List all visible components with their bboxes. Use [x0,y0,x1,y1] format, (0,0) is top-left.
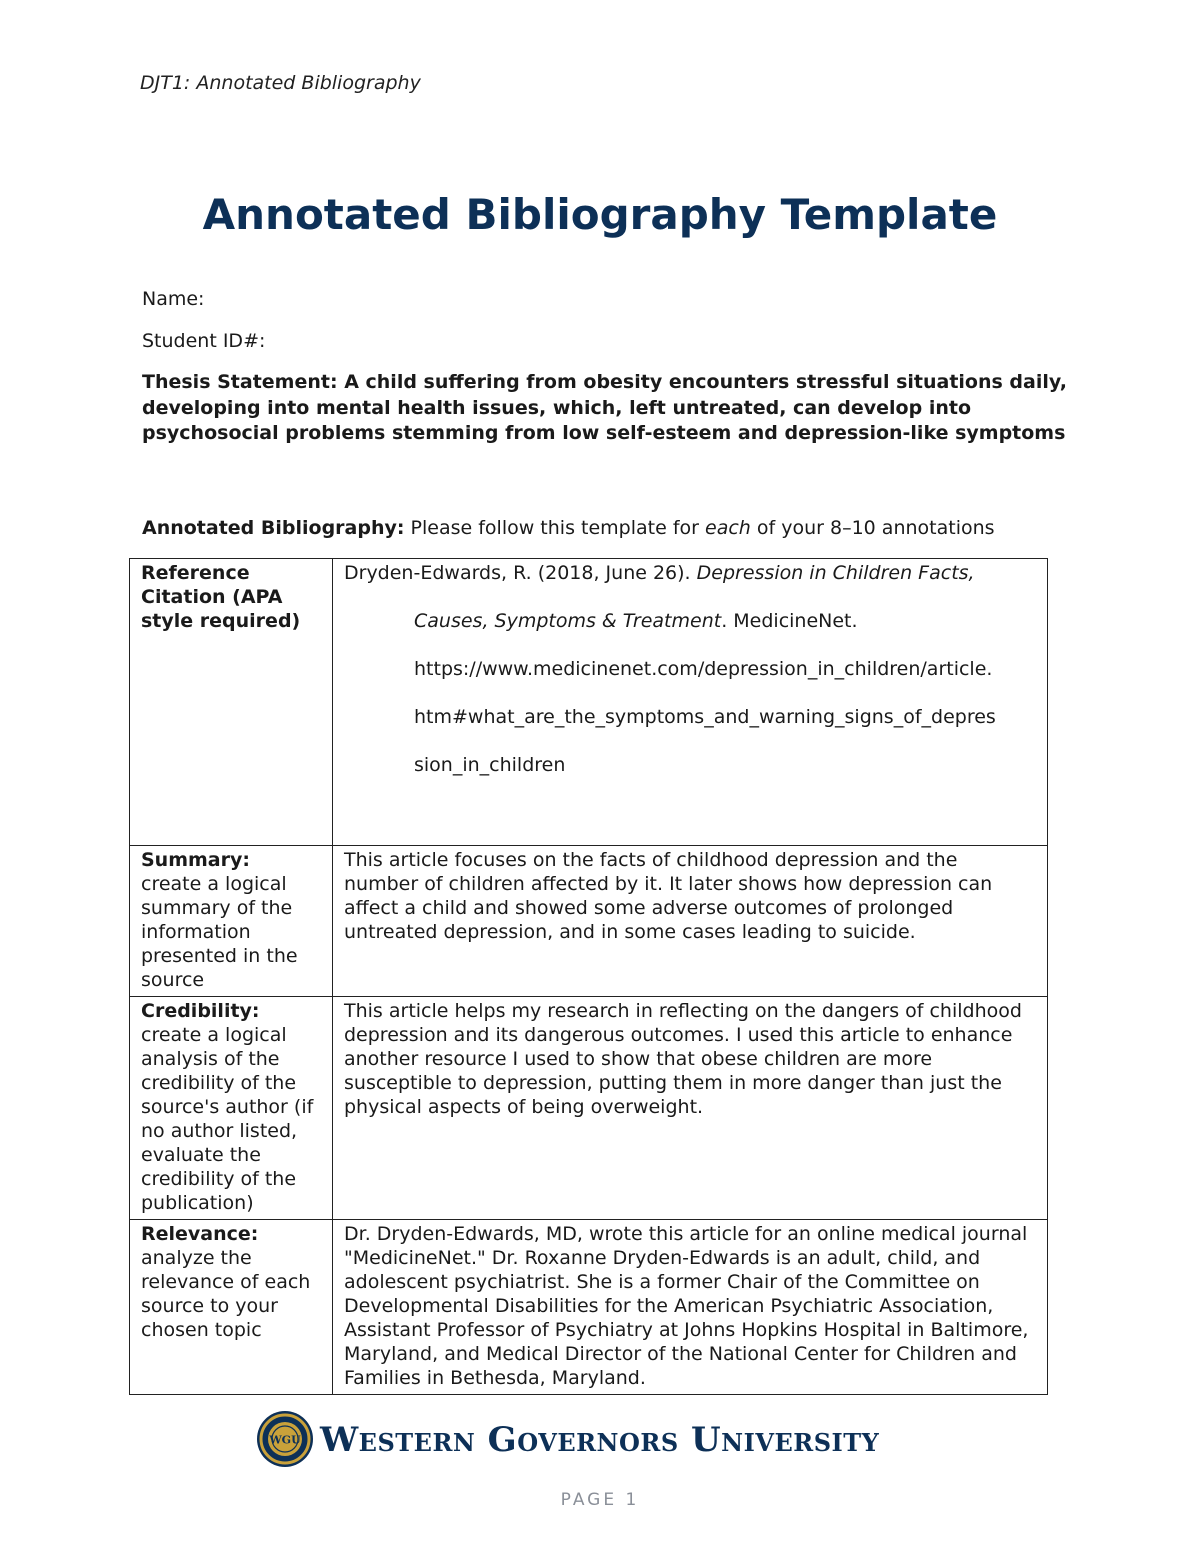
wgu-logo [256,1410,906,1470]
citation-url-line-1[interactable]: https://www.medicinenet.com/depression_in_children/article. [414,658,993,680]
student-id-field-label: Student ID#: [142,330,266,352]
annotation-table [129,558,1048,1395]
table-row-summary [130,846,1048,997]
instructions-text-after: of your 8–10 annotations [756,517,995,539]
summary-label: Summary: [141,849,250,871]
bibliography-instructions [142,517,995,539]
instructions-text-before: Please follow this template for [410,517,699,539]
credibility-label: Credibility: [141,1000,260,1022]
table-row-relevance [130,1220,1048,1395]
credibility-description: create a logical analysis of the credibility of the source's author (if no author listed, evaluate the credibility of the publication) [141,1024,314,1214]
running-header: DJT1: Annotated Bibliography [140,72,421,94]
university-seal-icon [256,1410,314,1468]
table-row-credibility [130,997,1048,1220]
summary-description: create a logical summary of the information presented in the source [141,873,298,991]
page-number: PAGE 1 [560,1490,640,1510]
citation-author-date: Dryden-Edwards, R. (2018, June 26). [344,562,691,584]
thesis-statement [142,370,1072,447]
instructions-label: Annotated Bibliography: [142,517,405,539]
citation-publisher: . MedicineNet. [721,610,858,632]
citation-line-2 [344,609,1037,633]
reference-label: Reference Citation (APA style required) [141,562,301,632]
citation-url-line-3[interactable]: sion_in_children [414,754,566,776]
credibility-text-cell [333,997,1048,1220]
reference-label-cell [130,559,333,846]
citation-title-part-1: Depression in Children Facts, [696,562,975,584]
name-field-label: Name: [142,288,205,310]
credibility-label-cell [130,997,333,1220]
summary-text-cell [333,846,1048,997]
document-title: Annotated Bibliography Template [202,190,998,239]
university-wordmark: Western Governors University [320,1420,880,1460]
thesis-text: A child suffering from obesity encounters stressful situations daily, developing into mental health issues, which, left untreated, can develop into psychosocial problems stemming from low self-esteem and depression-like symptoms [142,371,1067,444]
relevance-label: Relevance: [141,1223,259,1245]
summary-label-cell [130,846,333,997]
relevance-text-cell [333,1220,1048,1395]
summary-text: This article focuses on the facts of childhood depression and the number of children affected by it. It later shows how depression can affect a child and showed some adverse outcomes of prolonged untreated depression, and in some cases leading to suicide. [344,849,993,943]
seal-text: WGU [269,1433,301,1447]
table-row-reference [130,559,1048,846]
instructions-emphasis: each [705,517,751,539]
relevance-label-cell [130,1220,333,1395]
citation-url-line-2[interactable]: htm#what_are_the_symptoms_and_warning_signs_of_depres [414,706,996,728]
citation-title-part-2: Causes, Symptoms & Treatment [414,610,722,632]
credibility-text: This article helps my research in reflecting on the dangers of childhood depression and its dangerous outcomes. I used this article to enhance another resource I used to show that obese children are more susceptible to depression, putting them in more danger than just the physical aspects of being overweight. [344,1000,1022,1118]
reference-citation-cell [333,559,1048,846]
thesis-label: Thesis Statement: [142,371,338,393]
citation-line-1 [344,561,1037,585]
relevance-text: Dr. Dryden-Edwards, MD, wrote this article for an online medical journal "MedicineNet." Dr. Roxanne Dryden-Edwards is an adult, child, and adolescent psychiatrist. She is a former Chair of the Committee on Developmental Disabilities for the American Psychiatric Association, Assistant Professor of Psychiatry at Johns Hopkins Hospital in Baltimore, Maryland, and Medical Director of the National Center for Children and Families in Bethesda, Maryland. [344,1223,1029,1389]
relevance-description: analyze the relevance of each source to your chosen topic [141,1247,311,1341]
